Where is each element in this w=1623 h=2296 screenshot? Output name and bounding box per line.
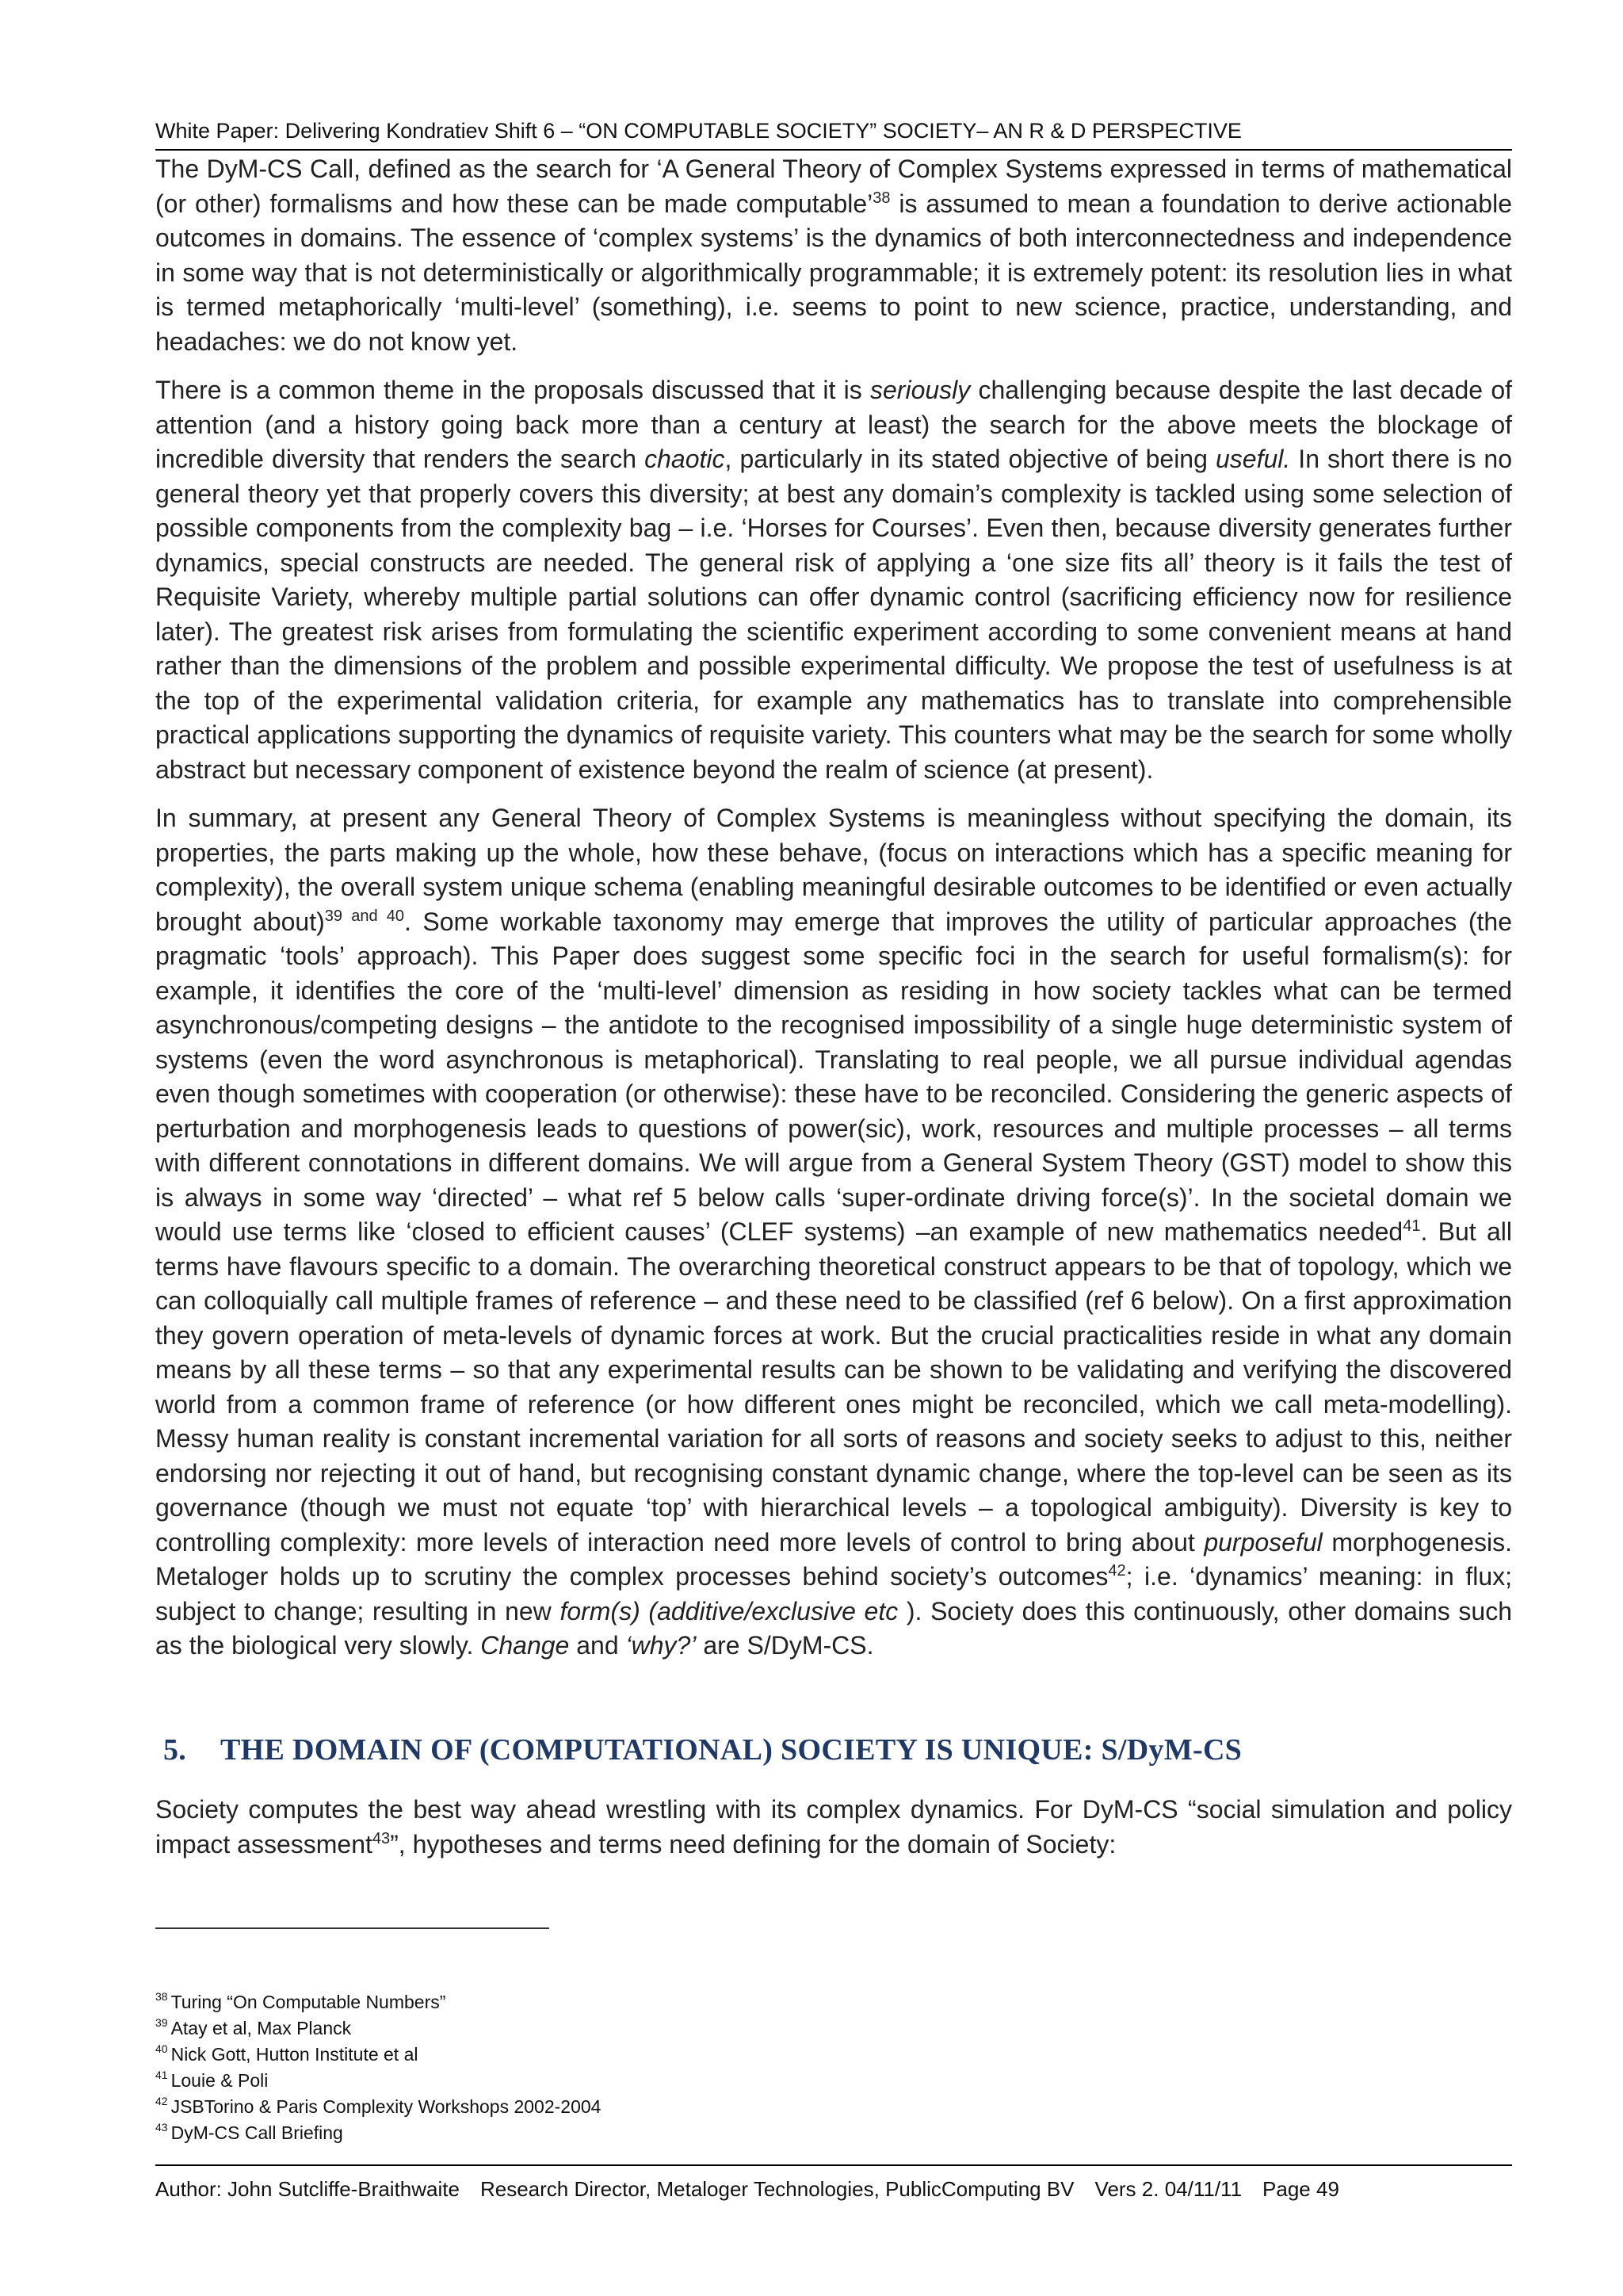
footnote-ref[interactable]: 42 [1108,1562,1126,1580]
running-header: White Paper: Delivering Kondratiev Shift 6 – “ON COMPUTABLE SOCIETY” SOCIETY– AN R & D PERSPECTIVE [155,119,1242,143]
paragraph-3: In summary, at present any General Theory of Complex Systems is meaningless without specifying the domain, its properties, the parts making up the whole, how these behave, (focus on interactions which has a specific meaning for complexity), the overall system unique schema (enabling meaningful desirable outcomes to be identified or even actually brought about)$^{39 and 40}$. Some workable taxonomy may emerge that improves the utility of particular approaches (the pragmatic ‘tools’ approach). This Paper does suggest some specific foci in the search for useful formalism(s): for example, it identifies the core of the ‘multi-level’ dimension as residing in how society tackles what can be termed asynchronous/competing designs – the antidote to the recognised impossibility of a single huge deterministic system of systems (even the word asynchronous is metaphorical). Translating to real people, we all pursue individual agendas even though sometimes with cooperation (or otherwise): these have to be reconciled. Considering the generic aspects of perturbation and morphogenesis leads to questions of power(sic), work, resources and multiple processes – all terms with different connotations in different domains. We will argue from a General System Theory (GST) model to show this is always in some way ‘directed’ – what ref 5 below calls ‘super-ordinate driving force(s)’. In the societal domain we would use terms like ‘closed to efficient causes’ (CLEF systems) –an example of new mathematics needed$^{41}$. But all terms have flavours specific to a domain. The overarching theoretical construct appears to be that of topology, which we can colloquially call multiple frames of reference – and these need to be classified (ref 6 below). On a first approximation they govern operation of meta-levels of dynamic forces at work. But the crucial practicalities reside in what any domain means by all these terms – so that any experimental results can be shown to be validating and verifying the discovered world from a common frame of reference (or how different ones might be reconciled, which we call meta-modelling). Messy human reality is constant incremental variation for all sorts of reasons and society seeks to adjust to this, neither endorsing nor rejecting it out of hand, but recognising constant dynamic change, where the top-level can be seen as its governance (though we must not equate ‘top’ with hierarchical levels – a topological ambiguity). Diversity is key to controlling complexity: more levels of interaction need more levels of control to bring about purposeful morphogenesis. Metaloger holds up to scrutiny the complex processes behind society’s outcomes$^{42}$; i.e. ‘dynamics’ meaning: in flux; subject to change; resulting in new form(s) (additive/exclusive etc ). Society does this continuously, other domains such as the biological very slowly. Change and ‘why?’ are S/DyM-CS. [155,804,1513,1660]
footnote-ref[interactable]: 38 [873,189,891,207]
footnote: $^{39}$ Atay et al, Max Planck [155,2016,352,2038]
section-heading [163,1733,1510,1767]
footnote: $^{43}$ DyM-CS Call Briefing [155,2121,343,2143]
body-text [155,152,1512,1678]
footnotes [155,1989,1265,2146]
footer-divider [155,2164,1512,2166]
section-paragraph: Society computes the best way ahead wrestling with its complex dynamics. For DyM-CS “social simulation and policy impact assessment$^{43}$”, hypotheses and terms need defining for the domain of Society: [155,1795,1512,1859]
paragraph-2: There is a common theme in the proposals discussed that it is seriously challenging because despite the last decade of attention (and a history going back more than a century at least) the search for the above meets the blockage of incredible diversity that renders the search chaotic, particularly in its stated objective of being useful. In short there is no general theory yet that properly covers this diversity; at best any domain’s complexity is tackled using some selection of possible components from the complexity bag – i.e. ‘Horses for Courses’. Even then, because diversity generates further dynamics, special constructs are needed. The general risk of applying a ‘one size fits all’ theory is it fails the test of Requisite Variety, whereby multiple partial solutions can offer dynamic control (sacrificing efficiency now for resilience later). The greatest risk arises from formulating the scientific experiment according to some convenient means at hand rather than the dimensions of the problem and possible experimental difficulty. We propose the test of usefulness is at the top of the experimental validation criteria, for example any mathematics has to translate into comprehensible practical applications supporting the dynamics of requisite variety. This counters what may be the search for some wholly abstract but necessary component of existence beyond the realm of science (at present). [155,376,1513,784]
section-title: THE DOMAIN OF (COMPUTATIONAL) SOCIETY IS UNIQUE: S/DyM-CS [220,1733,1243,1767]
header-divider [155,149,1512,151]
footer-role: Research Director, Metaloger Technologies, PublicComputing BV [479,2177,1075,2201]
footer-page-number: Page 49 [1262,2177,1339,2201]
footnote: $^{40}$ Nick Gott, Hutton Institute et al [155,2042,418,2065]
footnote-ref[interactable]: 39 and 40 [324,907,404,925]
footnote: $^{41}$ Louie & Poli [155,2069,269,2091]
footnote-divider [155,1927,549,1929]
footer-author: Author: John Sutcliffe-Braithwaite [155,2177,460,2201]
section-number: 5. [163,1733,187,1767]
footnote-ref[interactable]: 43 [372,1829,391,1847]
paragraph-1: The DyM-CS Call, defined as the search for ‘A General Theory of Complex Systems expressed in terms of mathematical (or other) formalisms and how these can be made computable’$^{38}$ is assumed to mean a foundation to derive actionable outcomes in domains. The essence of ‘complex systems’ is the dynamics of both interconnectedness and independence in some way that is not deterministically or algorithmically programmable; it is extremely potent: its resolution lies in what is termed metaphorically ‘multi-level’ (something), i.e. seems to point to new science, practice, understanding, and headaches: we do not know yet. [155,155,1513,356]
footnote: $^{42}$ JSBTorino & Paris Complexity Workshops 2002-2004 [155,2095,601,2117]
running-footer [155,2173,1512,2205]
footnote: $^{38}$ Turing “On Computable Numbers” [155,1990,446,2012]
footnote-ref[interactable]: 41 [1403,1217,1421,1235]
footer-version: Vers 2. 04/11/11 [1094,2177,1243,2201]
